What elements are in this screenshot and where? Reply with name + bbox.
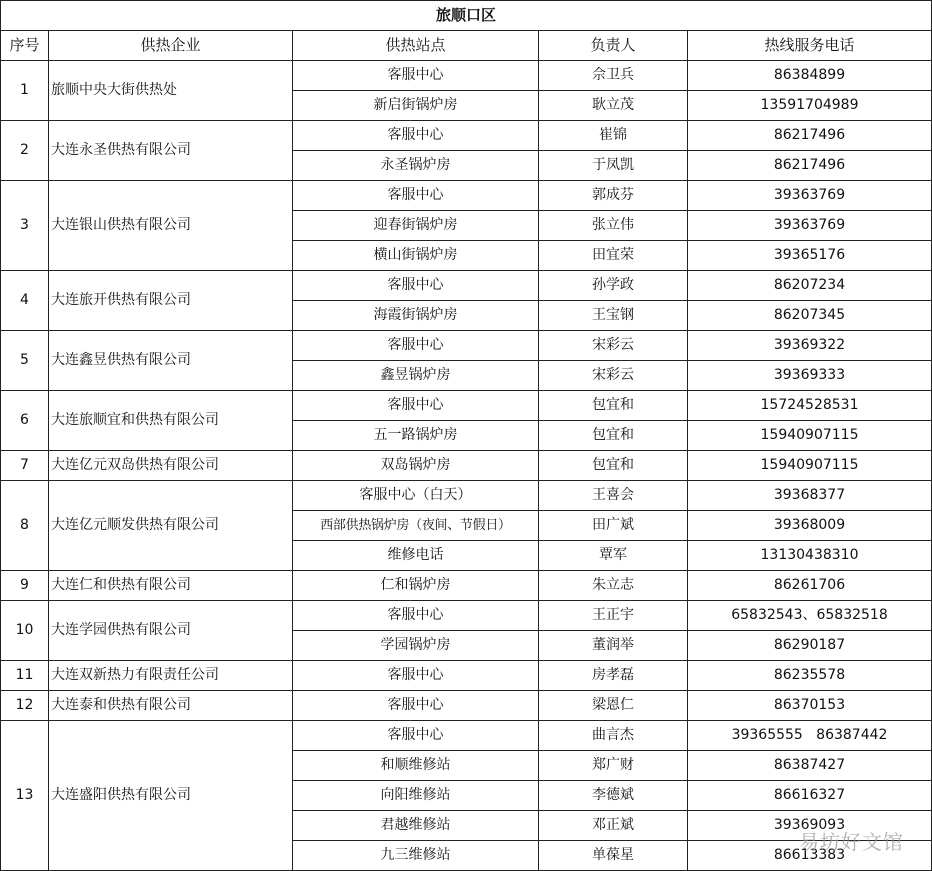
cell-phone: 86613383 bbox=[688, 841, 932, 871]
cell-station: 西部供热锅炉房（夜间、节假日） bbox=[293, 511, 539, 541]
cell-phone: 86207345 bbox=[688, 301, 932, 331]
table-row bbox=[1, 451, 932, 481]
cell-company: 旅顺中央大街供热处 bbox=[49, 61, 293, 121]
cell-company: 大连旅顺宜和供热有限公司 bbox=[49, 391, 293, 451]
cell-no: 11 bbox=[1, 661, 49, 691]
header-person: 负责人 bbox=[539, 31, 688, 61]
cell-phone: 86387427 bbox=[688, 751, 932, 781]
cell-phone: 65832543、65832518 bbox=[688, 601, 932, 631]
cell-phone: 86217496 bbox=[688, 121, 932, 151]
cell-phone: 39368377 bbox=[688, 481, 932, 511]
cell-no: 9 bbox=[1, 571, 49, 601]
cell-station: 客服中心 bbox=[293, 601, 539, 631]
cell-station: 仁和锅炉房 bbox=[293, 571, 539, 601]
cell-no: 13 bbox=[1, 721, 49, 871]
header-station: 供热站点 bbox=[293, 31, 539, 61]
cell-person: 董润举 bbox=[539, 631, 688, 661]
cell-no: 10 bbox=[1, 601, 49, 661]
cell-station: 客服中心 bbox=[293, 271, 539, 301]
cell-person: 朱立志 bbox=[539, 571, 688, 601]
cell-company: 大连盛阳供热有限公司 bbox=[49, 721, 293, 871]
cell-company: 大连学园供热有限公司 bbox=[49, 601, 293, 661]
cell-no: 3 bbox=[1, 181, 49, 271]
cell-no: 8 bbox=[1, 481, 49, 571]
cell-phone: 86235578 bbox=[688, 661, 932, 691]
cell-station: 双岛锅炉房 bbox=[293, 451, 539, 481]
cell-person: 耿立茂 bbox=[539, 91, 688, 121]
cell-person: 覃军 bbox=[539, 541, 688, 571]
cell-person: 包宜和 bbox=[539, 421, 688, 451]
cell-company: 大连亿元双岛供热有限公司 bbox=[49, 451, 293, 481]
header-company: 供热企业 bbox=[49, 31, 293, 61]
watermark-text: 易坊好文馆 bbox=[799, 830, 904, 854]
table-body bbox=[1, 1, 932, 871]
cell-station: 学园锅炉房 bbox=[293, 631, 539, 661]
cell-person: 崔锦 bbox=[539, 121, 688, 151]
cell-person: 梁恩仁 bbox=[539, 691, 688, 721]
cell-phone: 39365555 86387442 bbox=[688, 721, 932, 751]
cell-phone: 15724528531 bbox=[688, 391, 932, 421]
cell-person: 单葆星 bbox=[539, 841, 688, 871]
cell-company: 大连仁和供热有限公司 bbox=[49, 571, 293, 601]
cell-no: 4 bbox=[1, 271, 49, 331]
cell-phone: 39365176 bbox=[688, 241, 932, 271]
cell-station: 九三维修站 bbox=[293, 841, 539, 871]
title-row bbox=[1, 1, 932, 31]
cell-phone: 13591704989 bbox=[688, 91, 932, 121]
cell-person: 包宜和 bbox=[539, 451, 688, 481]
cell-station: 客服中心 bbox=[293, 331, 539, 361]
cell-person: 田广斌 bbox=[539, 511, 688, 541]
cell-no: 12 bbox=[1, 691, 49, 721]
cell-phone: 86616327 bbox=[688, 781, 932, 811]
cell-company: 大连永圣供热有限公司 bbox=[49, 121, 293, 181]
cell-person: 郭成芬 bbox=[539, 181, 688, 211]
cell-person: 曲言杰 bbox=[539, 721, 688, 751]
cell-person: 李德斌 bbox=[539, 781, 688, 811]
cell-station: 维修电话 bbox=[293, 541, 539, 571]
table-row bbox=[1, 121, 932, 151]
cell-no: 1 bbox=[1, 61, 49, 121]
cell-company: 大连双新热力有限责任公司 bbox=[49, 661, 293, 691]
cell-phone: 39369322 bbox=[688, 331, 932, 361]
table-title: 旅顺口区 bbox=[1, 1, 932, 31]
table-row bbox=[1, 61, 932, 91]
cell-phone: 86261706 bbox=[688, 571, 932, 601]
cell-phone: 86384899 bbox=[688, 61, 932, 91]
table-row bbox=[1, 601, 932, 631]
cell-station: 客服中心 bbox=[293, 61, 539, 91]
table-row bbox=[1, 391, 932, 421]
table-row bbox=[1, 571, 932, 601]
cell-phone: 15940907115 bbox=[688, 421, 932, 451]
cell-person: 郑广财 bbox=[539, 751, 688, 781]
cell-person: 王正宇 bbox=[539, 601, 688, 631]
cell-phone: 39363769 bbox=[688, 181, 932, 211]
header-no: 序号 bbox=[1, 31, 49, 61]
cell-company: 大连鑫昱供热有限公司 bbox=[49, 331, 293, 391]
cell-no: 6 bbox=[1, 391, 49, 451]
table-row bbox=[1, 481, 932, 511]
cell-station: 客服中心 bbox=[293, 721, 539, 751]
cell-company: 大连银山供热有限公司 bbox=[49, 181, 293, 271]
table-row bbox=[1, 331, 932, 361]
cell-station: 横山街锅炉房 bbox=[293, 241, 539, 271]
cell-station: 和顺维修站 bbox=[293, 751, 539, 781]
cell-person: 于凤凯 bbox=[539, 151, 688, 181]
cell-station: 客服中心 bbox=[293, 181, 539, 211]
cell-person: 房孝磊 bbox=[539, 661, 688, 691]
cell-phone: 39369333 bbox=[688, 361, 932, 391]
cell-person: 邓正斌 bbox=[539, 811, 688, 841]
cell-company: 大连旅开供热有限公司 bbox=[49, 271, 293, 331]
header-phone: 热线服务电话 bbox=[688, 31, 932, 61]
cell-person: 包宜和 bbox=[539, 391, 688, 421]
cell-person: 田宜荣 bbox=[539, 241, 688, 271]
cell-station: 新启街锅炉房 bbox=[293, 91, 539, 121]
cell-station: 鑫昱锅炉房 bbox=[293, 361, 539, 391]
table-row bbox=[1, 271, 932, 301]
cell-station: 五一路锅炉房 bbox=[293, 421, 539, 451]
cell-station: 向阳维修站 bbox=[293, 781, 539, 811]
cell-station: 客服中心 bbox=[293, 691, 539, 721]
cell-station: 永圣锅炉房 bbox=[293, 151, 539, 181]
cell-station: 迎春街锅炉房 bbox=[293, 211, 539, 241]
cell-station: 客服中心 bbox=[293, 121, 539, 151]
cell-phone: 13130438310 bbox=[688, 541, 932, 571]
cell-phone: 15940907115 bbox=[688, 451, 932, 481]
cell-person: 佘卫兵 bbox=[539, 61, 688, 91]
header-row bbox=[1, 31, 932, 61]
cell-person: 张立伟 bbox=[539, 211, 688, 241]
table-row bbox=[1, 691, 932, 721]
cell-station: 客服中心 bbox=[293, 661, 539, 691]
table-row bbox=[1, 181, 932, 211]
table-row bbox=[1, 721, 932, 751]
cell-person: 王宝钢 bbox=[539, 301, 688, 331]
cell-phone: 86290187 bbox=[688, 631, 932, 661]
cell-company: 大连泰和供热有限公司 bbox=[49, 691, 293, 721]
table-row bbox=[1, 661, 932, 691]
cell-person: 宋彩云 bbox=[539, 331, 688, 361]
cell-company: 大连亿元顺发供热有限公司 bbox=[49, 481, 293, 571]
cell-phone: 86207234 bbox=[688, 271, 932, 301]
cell-person: 孙学政 bbox=[539, 271, 688, 301]
cell-phone: 39369093 bbox=[688, 811, 932, 841]
cell-person: 王喜会 bbox=[539, 481, 688, 511]
cell-phone: 39363769 bbox=[688, 211, 932, 241]
cell-person: 宋彩云 bbox=[539, 361, 688, 391]
cell-no: 5 bbox=[1, 331, 49, 391]
cell-phone: 86217496 bbox=[688, 151, 932, 181]
cell-station: 海霞街锅炉房 bbox=[293, 301, 539, 331]
cell-no: 2 bbox=[1, 121, 49, 181]
cell-station: 君越维修站 bbox=[293, 811, 539, 841]
cell-phone: 86370153 bbox=[688, 691, 932, 721]
cell-station: 客服中心 bbox=[293, 391, 539, 421]
cell-station: 客服中心（白天） bbox=[293, 481, 539, 511]
cell-no: 7 bbox=[1, 451, 49, 481]
cell-phone: 39368009 bbox=[688, 511, 932, 541]
